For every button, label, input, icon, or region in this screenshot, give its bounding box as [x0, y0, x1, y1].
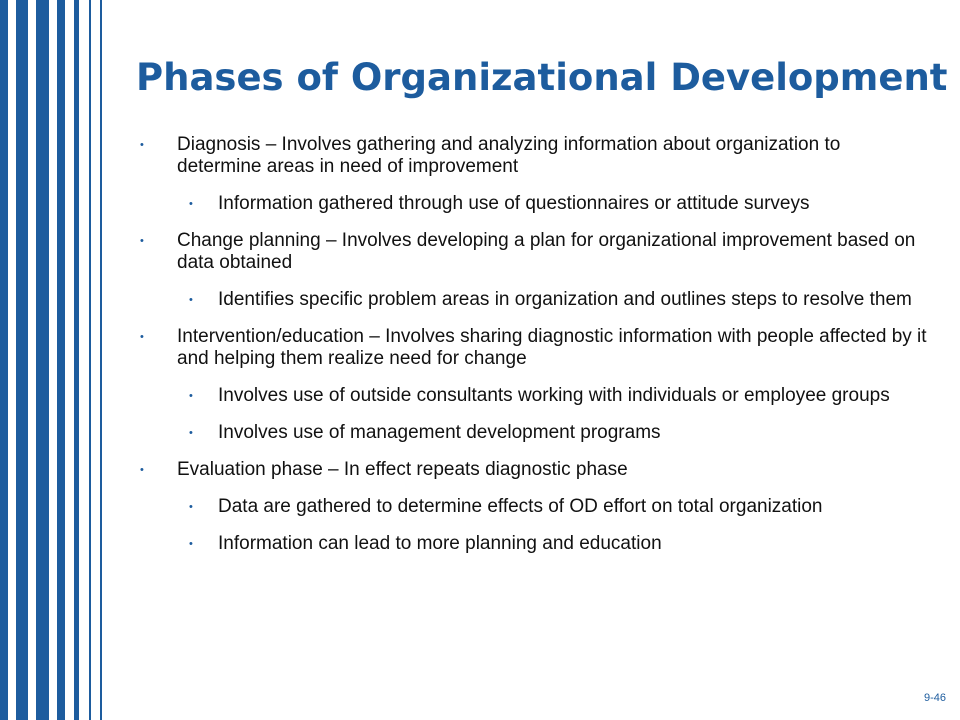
decorative-stripe: [89, 0, 91, 720]
bullet-icon: •: [140, 331, 144, 343]
bullet-text: Evaluation phase – In effect repeats diagnostic phase: [177, 459, 628, 480]
sub-bullet-item: [138, 422, 928, 444]
decorative-stripe: [36, 0, 49, 720]
bullet-text: Involves use of outside consultants working with individuals or employee groups: [218, 385, 890, 406]
bullet-item: [138, 134, 928, 178]
bullet-text: Information gathered through use of questionnaires or attitude surveys: [218, 193, 810, 214]
bullet-text: Identifies specific problem areas in organization and outlines steps to resolve them: [218, 289, 912, 310]
bullet-icon: •: [189, 538, 193, 550]
sub-bullet-item: [138, 496, 928, 518]
bullet-icon: •: [189, 294, 193, 306]
bullet-text: Change planning – Involves developing a plan for organizational improvement based on data obtained: [177, 230, 916, 273]
decorative-stripe: [57, 0, 65, 720]
bullet-list: [138, 134, 928, 570]
page-number: 9-46: [923, 692, 946, 704]
bullet-item: [138, 326, 928, 370]
bullet-icon: •: [140, 464, 144, 476]
sub-bullet-item: [138, 533, 928, 555]
decorative-stripe: [100, 0, 102, 720]
sub-bullet-item: [138, 289, 928, 311]
bullet-icon: •: [140, 139, 144, 151]
bullet-text: Diagnosis – Involves gathering and analyzing information about organization to determine areas in need of improvement: [177, 134, 841, 177]
bullet-text: Involves use of management development programs: [218, 422, 661, 443]
bullet-text: Intervention/education – Involves sharing diagnostic information with people affected by it and helping them realize need for change: [177, 326, 927, 369]
bullet-item: [138, 230, 928, 274]
bullet-icon: •: [189, 501, 193, 513]
sub-bullet-item: [138, 193, 928, 215]
bullet-item: [138, 459, 928, 481]
decorative-stripe: [0, 0, 8, 720]
bullet-icon: •: [189, 198, 193, 210]
bullet-icon: •: [189, 427, 193, 439]
bullet-icon: •: [140, 235, 144, 247]
bullet-text: Data are gathered to determine effects of OD effort on total organization: [218, 496, 823, 517]
bullet-icon: •: [189, 390, 193, 402]
bullet-text: Information can lead to more planning and education: [218, 533, 662, 554]
sub-bullet-item: [138, 385, 928, 407]
decorative-stripe: [74, 0, 79, 720]
slide-title: Phases of Organizational Development: [136, 56, 948, 99]
decorative-stripe: [16, 0, 28, 720]
